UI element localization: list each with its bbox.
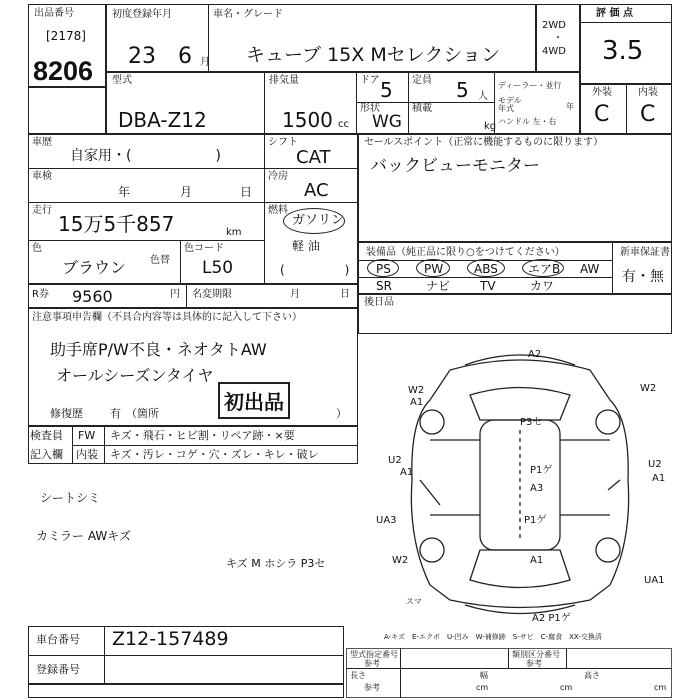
width-label: 幅 [480,671,488,680]
dmg-p1-rear: P1ゲ [524,515,547,526]
length-label: 長さ [350,671,366,680]
width-unit: cm [560,683,573,692]
equip-navi: ナビ [426,279,451,293]
dmg-a3-roof: A3 [530,483,544,494]
height-unit: cm [654,683,667,692]
equip-airbag: エアB [528,262,561,276]
checker-fw-text: キズ・飛石・ヒビ割・リペア跡・×要 [110,429,295,442]
abs-circle [467,259,505,277]
ps-circle [367,259,399,277]
dmg-a2-rear: A2 P1ゲ [532,613,571,624]
doors-value: 5 [380,78,393,102]
sales-label: セールスポイント（正常に機能するものに限ります） [364,137,604,148]
displacement-unit: cc [338,119,349,130]
repair-label: 修復歴 [50,407,83,420]
history-label: 車歴 [32,137,52,148]
equip-aw: AW [580,262,600,276]
dmg-smart-key: スマ [406,597,422,606]
capacity-value: 5 [456,78,469,102]
mileage-value: 15万5千857 [58,212,175,236]
category-label: 類別区分番号 [512,650,560,659]
sales-box [358,134,672,242]
model-value: DBA-Z12 [118,108,207,132]
drive-4wd: 4WD [542,46,566,57]
checker-fw: FW [78,429,96,442]
exterior-value: C [594,102,610,127]
body-label: 形状 [360,103,380,114]
load-unit: kg [484,121,497,132]
shift-label: シフト [268,137,298,148]
color-change-label: 色替 [150,255,170,266]
length-ref: 参考 [364,683,380,692]
color-value: ブラウン [62,258,127,277]
dealer-label: ディーラー・並行 [498,81,562,90]
drive-dot: ・ [553,33,563,44]
row2-left [28,87,106,134]
equip-tv: TV [480,279,496,293]
lot-label: 出品番号 [34,8,74,19]
color-code-value: L50 [202,258,234,278]
inspection-label: 車検 [32,171,52,182]
inspection-month-unit: 月 [180,185,193,199]
dmg-w2-fr: W2 [640,383,657,394]
name-limit-day: 日 [340,289,350,300]
remarks-line3: キズ M ホシラ P3セ [226,557,326,570]
equip-pw: PW [424,262,444,276]
interior-value: C [640,102,656,127]
chassis-label: 車台番号 [36,633,80,646]
car-damage-diagram [370,340,670,620]
chassis-value: Z12-157489 [112,628,229,650]
first-reg-year: 23 [128,44,156,69]
car-name: キューブ 15X Mセレクション [246,44,500,66]
history-value: 自家用・( ) [70,148,221,164]
shift-value: CAT [296,147,331,168]
load-label: 積載 [412,103,432,114]
exterior-label: 外装 [592,87,612,98]
notes-line1: 助手席P/W不良・ネオタトAW [50,340,267,359]
color-label: 色 [32,243,42,254]
dmg-a1-fl: A1 [410,397,424,408]
registration-box [28,684,344,698]
equipment-label: 装備品（純正品に限り○をつけてください） [366,247,565,258]
fuel-circle [283,208,345,234]
lot-ref: [2178] [46,29,86,43]
dmg-u2-right: U2 [648,459,662,470]
equip-leather: カワ [530,279,555,293]
recycle-label: R券 [32,289,49,300]
color-code-label: 色コード [184,243,224,254]
ac-value: AC [304,180,329,201]
dmg-ua3-left: UA3 [376,515,397,526]
checker-in-text: キズ・汚レ・コゲ・穴・ズレ・キレ・破レ [110,448,319,461]
recycle-value: 9560 [72,287,113,306]
dmg-w2-fl: W2 [408,385,425,396]
sales-value: バックビューモニター [370,156,540,176]
rear-items-label: 後日品 [364,297,394,308]
interior-label: 内装 [638,87,658,98]
doors-label: ドア [360,75,380,86]
model-label: 型式 [112,75,132,86]
equip-ps: PS [376,262,391,276]
guarantee-label: 新車保証書 [620,247,670,258]
dmg-a1-left: A1 [400,467,414,478]
year-unit: 年 [566,102,574,111]
model-spec-ref: 参考 [364,659,380,668]
airbag-circle [522,259,564,277]
equip-abs: ABS [474,262,498,276]
diagram-legend: A-キズ E-エクボ U-凹み W-補修跡 S-サビ C-腐食 XX-交換済 [384,633,602,641]
displacement-label: 排気量 [269,75,299,86]
car-name-label: 車名・グレード [213,9,283,20]
dmg-u2-left: U2 [388,455,402,466]
registration-label: 登録番号 [36,663,80,676]
fuel-option: 軽 油 [292,239,320,253]
capacity-unit: 人 [478,91,488,102]
name-limit-label: 名変期限 [192,289,232,300]
model-year-label: モデル年式 [498,96,522,113]
first-reg-month-unit: 月 [200,57,210,68]
body-value: WG [372,112,402,132]
equip-sr: SR [376,279,392,293]
inspection-year-unit: 年 [118,185,131,199]
dmg-a1-right: A1 [652,473,666,484]
dmg-ua1-right: UA1 [644,575,665,586]
fuel-value: ガソリン [292,213,345,228]
checker-label1: 検査員 [30,429,63,442]
dmg-p3-windshield: P3セ [520,417,543,428]
score-value: 3.5 [602,36,644,66]
fuel-label: 燃料 [268,205,288,216]
dmg-a1-rear: A1 [530,555,544,566]
handle-label: ハンドル 左・右 [498,117,557,126]
repair-close: ） [336,407,347,420]
score-label: 評 価 点 [596,8,633,19]
length-unit: cm [476,683,489,692]
displacement-value: 1500 [282,108,333,132]
fuel-paren: ( ) [280,263,350,277]
recycle-unit: 円 [170,289,180,300]
dmg-p1-roof: P1ゲ [530,465,553,476]
pw-circle [416,259,450,277]
dmg-a2-front: A2 [528,349,542,360]
first-reg-month: 6 [178,44,192,69]
first-reg-label: 初度登録年月 [112,9,172,20]
repair-value: 有 [110,407,121,420]
capacity-label: 定員 [412,75,432,86]
mileage-unit: km [226,227,242,238]
drive-2wd: 2WD [542,20,566,31]
checker-in: 内装 [76,448,98,461]
notes-label: 注意事項申告欄（不具合内容等は具体的に記入して下さい） [32,312,302,323]
model-spec-label: 型式指定番号 [350,650,398,659]
repair-part: （箇所 [126,407,159,420]
remarks-line2: カミラー AWキズ [36,529,131,543]
category-ref: 参考 [526,659,542,668]
name-limit-month: 月 [290,289,300,300]
checker-label2: 記入欄 [30,448,63,461]
height-label: 高さ [584,671,600,680]
inspection-day-unit: 日 [240,185,253,199]
guarantee-value: 有・無 [622,269,664,285]
mileage-label: 走行 [32,205,52,216]
dmg-w2-rl: W2 [392,555,409,566]
ac-label: 冷房 [268,171,288,182]
first-listing-stamp: 初出品 [218,382,290,419]
lot-number: 8206 [33,56,94,86]
remarks-line1: シートシミ [40,491,101,505]
rear-items-box [358,294,672,334]
notes-line2: オールシーズンタイヤ [56,366,214,385]
